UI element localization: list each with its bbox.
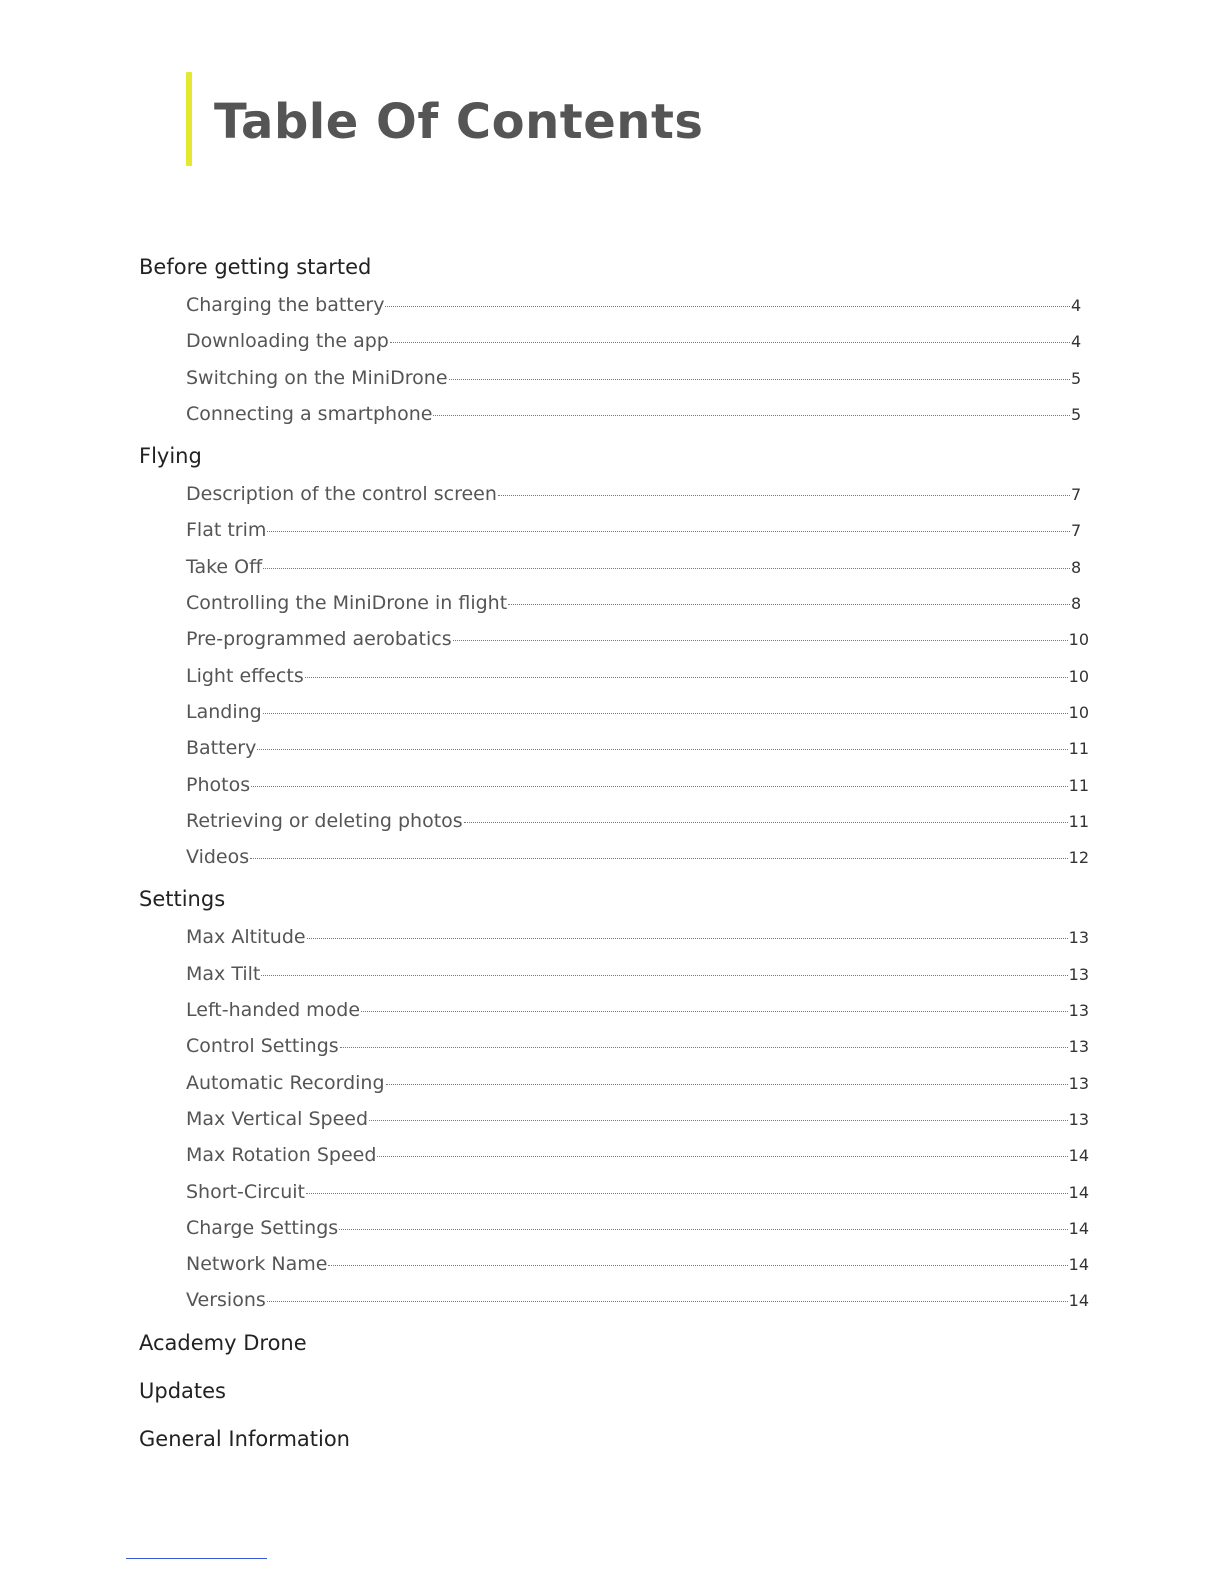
toc-entry-label: Automatic Recording [186, 1071, 385, 1094]
dot-leader [263, 568, 1070, 569]
page-title: Table Of Contents [214, 94, 704, 150]
dot-leader [433, 415, 1070, 416]
toc-section [139, 436, 1089, 875]
toc-section-title[interactable]: Academy Drone [139, 1330, 307, 1355]
toc-entry[interactable] [186, 585, 1089, 621]
dot-leader [498, 495, 1070, 496]
toc-entry-page-number: 5 [1071, 404, 1082, 424]
toc-entry-label: Light effects [186, 664, 304, 687]
dot-leader [261, 975, 1067, 976]
toc-entry[interactable] [186, 919, 1089, 955]
toc-entry-page-number: 8 [1071, 557, 1082, 577]
toc-section-title[interactable]: General Information [139, 1426, 350, 1451]
dot-leader [267, 531, 1070, 532]
toc-entry[interactable] [186, 1137, 1089, 1173]
toc-entry-label: Videos [186, 846, 250, 869]
toc-section-title[interactable]: Settings [139, 887, 226, 912]
toc-entry[interactable] [186, 694, 1089, 730]
toc-entry[interactable] [186, 621, 1089, 657]
toc-entry-page-number: 13 [1068, 928, 1089, 948]
toc-entry-label: Left-handed mode [186, 999, 361, 1022]
toc-entry-page-number: 13 [1068, 1037, 1089, 1057]
toc-section-title[interactable]: Flying [139, 444, 202, 469]
toc-entry-page-number: 11 [1068, 739, 1089, 759]
toc-entry-page-number: 10 [1068, 666, 1089, 686]
toc-entry-page-number: 7 [1071, 485, 1082, 505]
toc-entry[interactable] [186, 992, 1089, 1028]
dot-leader [339, 1229, 1067, 1230]
toc-entry[interactable] [186, 360, 1089, 396]
dot-leader [508, 604, 1070, 605]
toc-entry-label: Switching on the MiniDrone [186, 366, 448, 389]
toc-entry[interactable] [186, 396, 1089, 432]
toc-entry-label: Max Rotation Speed [186, 1144, 377, 1167]
dot-leader [385, 306, 1070, 307]
toc-entry[interactable] [186, 803, 1089, 839]
title-accent-bar [186, 72, 192, 166]
toc-entry-label: Network Name [186, 1253, 328, 1276]
toc-entry[interactable] [186, 1028, 1089, 1064]
dot-leader [328, 1265, 1067, 1266]
toc-entry-page-number: 13 [1068, 1001, 1089, 1021]
dot-leader [369, 1120, 1068, 1121]
toc-entry-label: Charge Settings [186, 1216, 339, 1239]
toc-entry-label: Max Vertical Speed [186, 1107, 369, 1130]
toc-entry[interactable] [186, 323, 1089, 359]
toc-section [139, 879, 1089, 1318]
dot-leader [263, 713, 1068, 714]
toc-entry-label: Battery [186, 737, 257, 760]
dot-leader [251, 786, 1068, 787]
toc-entry-label: Controlling the MiniDrone in flight [186, 592, 508, 615]
toc-entry[interactable] [186, 1065, 1089, 1101]
toc-entry-label: Retrieving or deleting photos [186, 809, 463, 832]
toc-entry-list [186, 919, 1089, 1318]
toc-entry-page-number: 4 [1071, 296, 1082, 315]
toc-entry-page-number: 13 [1068, 964, 1089, 984]
toc-plain-sections [139, 1319, 1089, 1463]
title-block [186, 72, 703, 166]
dot-leader [340, 1047, 1068, 1048]
toc-entry-label: Take Off [186, 555, 263, 578]
toc-entry[interactable] [186, 1246, 1089, 1282]
toc-entry-label: Charging the battery [186, 294, 385, 316]
toc-entry-list [186, 476, 1089, 875]
toc-entry-page-number: 14 [1068, 1291, 1089, 1311]
toc-entry-page-number: 14 [1068, 1255, 1089, 1275]
toc-entry-label: Max Altitude [186, 926, 306, 949]
toc-entry-label: Landing [186, 700, 262, 723]
toc-entry-page-number: 14 [1068, 1218, 1089, 1238]
dot-leader [267, 1301, 1068, 1302]
toc-entry[interactable] [186, 767, 1089, 803]
toc-entry-label: Pre-programmed aerobatics [186, 628, 452, 651]
toc-entry[interactable] [186, 956, 1089, 992]
toc-entry-page-number: 4 [1071, 332, 1082, 352]
dot-leader [361, 1011, 1068, 1012]
toc-entry-label: Downloading the app [186, 330, 389, 353]
toc-sections [139, 247, 1089, 1319]
toc-entry[interactable] [186, 1101, 1089, 1137]
toc-entry-page-number: 12 [1068, 848, 1089, 868]
toc-entry-page-number: 7 [1071, 521, 1082, 541]
toc-entry-label: Max Tilt [186, 962, 261, 985]
dot-leader [377, 1156, 1067, 1157]
toc-entry[interactable] [186, 658, 1089, 694]
toc-section-title[interactable]: Updates [139, 1378, 226, 1403]
dot-leader [257, 749, 1067, 750]
toc-entry-label: Description of the control screen [186, 483, 497, 506]
toc-section-title[interactable]: Before getting started [139, 255, 372, 279]
dot-leader [250, 858, 1068, 859]
toc-entry-page-number: 14 [1068, 1146, 1089, 1166]
toc-entry-label: Photos [186, 773, 251, 796]
toc-entry-label: Connecting a smartphone [186, 402, 433, 425]
table-of-contents [139, 247, 1089, 1463]
toc-entry-page-number: 13 [1068, 1073, 1089, 1093]
toc-entry[interactable] [186, 512, 1089, 548]
toc-entry[interactable] [186, 1210, 1089, 1246]
dot-leader [449, 379, 1070, 380]
toc-entry-label: Versions [186, 1289, 266, 1312]
dot-leader [305, 677, 1068, 678]
dot-leader [464, 822, 1068, 823]
dot-leader [306, 1193, 1068, 1194]
toc-section [139, 247, 1089, 432]
toc-entry[interactable] [186, 730, 1089, 766]
toc-entry-page-number: 10 [1068, 702, 1089, 722]
toc-entry-label: Flat trim [186, 519, 267, 542]
toc-entry-page-number: 5 [1071, 368, 1082, 388]
toc-entry-page-number: 14 [1068, 1182, 1089, 1202]
toc-entry-page-number: 13 [1068, 1109, 1089, 1129]
toc-entry-list [186, 287, 1089, 432]
toc-entry[interactable] [186, 549, 1089, 585]
dot-leader [390, 342, 1070, 343]
toc-entry[interactable] [186, 1282, 1089, 1318]
toc-entry-page-number: 10 [1068, 630, 1089, 650]
toc-entry-page-number: 11 [1068, 811, 1089, 831]
footnote-separator [126, 1558, 267, 1559]
toc-entry[interactable] [186, 1174, 1089, 1210]
dot-leader [453, 640, 1068, 641]
toc-entry-label: Control Settings [186, 1035, 339, 1058]
toc-entry-page-number: 8 [1071, 594, 1082, 614]
dot-leader [386, 1084, 1068, 1085]
toc-entry[interactable] [186, 476, 1089, 512]
toc-entry-page-number: 11 [1068, 775, 1089, 795]
dot-leader [307, 938, 1068, 939]
toc-entry-label: Short-Circuit [186, 1180, 306, 1203]
toc-entry[interactable] [186, 287, 1089, 323]
toc-entry[interactable] [186, 839, 1089, 875]
